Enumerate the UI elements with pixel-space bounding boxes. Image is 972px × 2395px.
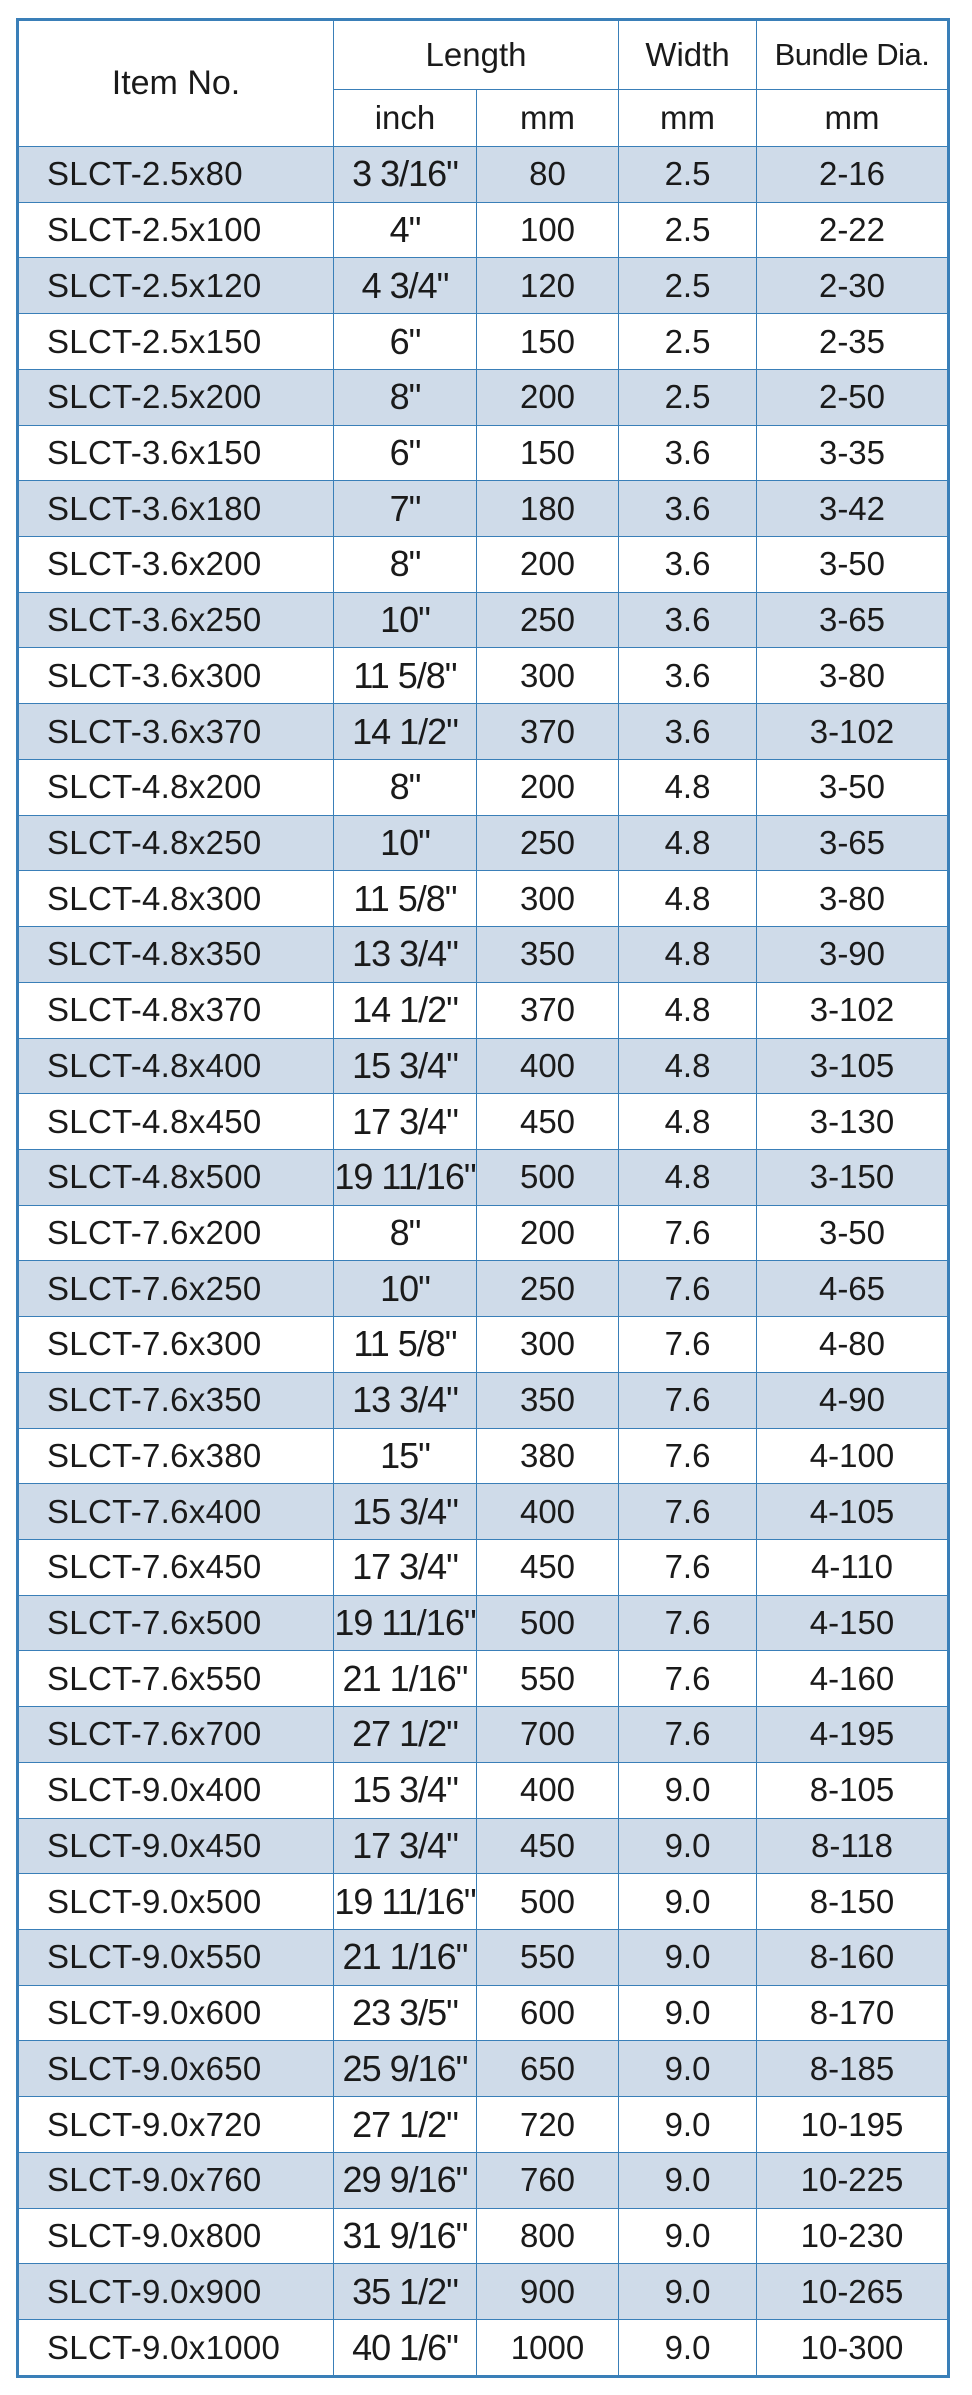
table-row (19, 425, 948, 481)
table-row (19, 648, 948, 704)
bundle-dia-cell: 3-130 (757, 1094, 948, 1150)
length-inch-cell: 17 3/4" (334, 1539, 477, 1595)
length-mm-cell: 500 (477, 1149, 619, 1205)
bundle-dia-cell: 3-80 (757, 871, 948, 927)
length-inch-cell: 19 11/16" (334, 1149, 477, 1205)
bundle-dia-cell: 10-265 (757, 2264, 948, 2320)
table-row (19, 369, 948, 425)
width-mm-unit: mm (619, 90, 757, 147)
length-inch-cell: 3 3/16" (334, 147, 477, 203)
bundle-dia-cell: 4-80 (757, 1317, 948, 1373)
item-cell: SLCT-4.8x350 (19, 927, 334, 983)
table-row (19, 314, 948, 370)
item-cell: SLCT-3.6x250 (19, 592, 334, 648)
length-inch-cell: 11 5/8" (334, 648, 477, 704)
length-inch-unit: inch (334, 90, 477, 147)
item-cell: SLCT-9.0x650 (19, 2041, 334, 2097)
item-cell: SLCT-7.6x380 (19, 1428, 334, 1484)
item-cell: SLCT-9.0x900 (19, 2264, 334, 2320)
length-inch-cell: 6" (334, 314, 477, 370)
bundle-dia-cell: 2-35 (757, 314, 948, 370)
width-cell: 7.6 (619, 1372, 757, 1428)
table-row (19, 759, 948, 815)
length-mm-cell: 250 (477, 592, 619, 648)
width-cell: 3.6 (619, 537, 757, 593)
item-cell: SLCT-7.6x550 (19, 1651, 334, 1707)
width-cell: 3.6 (619, 704, 757, 760)
table-row (19, 704, 948, 760)
item-cell: SLCT-9.0x450 (19, 1818, 334, 1874)
item-cell: SLCT-9.0x1000 (19, 2320, 334, 2376)
bundle-dia-cell: 10-300 (757, 2320, 948, 2376)
length-inch-cell: 19 11/16" (334, 1874, 477, 1930)
bundle-dia-cell: 3-90 (757, 927, 948, 983)
width-cell: 2.5 (619, 258, 757, 314)
item-cell: SLCT-7.6x350 (19, 1372, 334, 1428)
table-row (19, 1762, 948, 1818)
width-cell: 9.0 (619, 2097, 757, 2153)
length-inch-cell: 10" (334, 1261, 477, 1317)
length-mm-cell: 150 (477, 314, 619, 370)
width-cell: 4.8 (619, 815, 757, 871)
length-inch-cell: 8" (334, 1205, 477, 1261)
item-cell: SLCT-2.5x200 (19, 369, 334, 425)
table-row (19, 2208, 948, 2264)
length-mm-cell: 100 (477, 202, 619, 258)
length-mm-cell: 650 (477, 2041, 619, 2097)
length-mm-cell: 500 (477, 1595, 619, 1651)
width-cell: 7.6 (619, 1707, 757, 1763)
length-mm-cell: 450 (477, 1094, 619, 1150)
width-cell: 4.8 (619, 927, 757, 983)
table-row (19, 1651, 948, 1707)
bundle-dia-header: Bundle Dia. (757, 21, 948, 90)
bundle-dia-cell: 4-90 (757, 1372, 948, 1428)
item-cell: SLCT-7.6x300 (19, 1317, 334, 1373)
width-cell: 3.6 (619, 592, 757, 648)
item-cell: SLCT-9.0x600 (19, 1985, 334, 2041)
bundle-mm-unit: mm (757, 90, 948, 147)
width-cell: 2.5 (619, 369, 757, 425)
item-no-header: Item No. (19, 21, 334, 147)
table-row (19, 202, 948, 258)
item-cell: SLCT-9.0x800 (19, 2208, 334, 2264)
length-mm-cell: 80 (477, 147, 619, 203)
length-mm-cell: 350 (477, 927, 619, 983)
width-cell: 4.8 (619, 871, 757, 927)
width-cell: 9.0 (619, 1762, 757, 1818)
length-inch-cell: 23 3/5" (334, 1985, 477, 2041)
length-mm-cell: 500 (477, 1874, 619, 1930)
table-row (19, 1985, 948, 2041)
width-cell: 7.6 (619, 1261, 757, 1317)
bundle-dia-cell: 3-50 (757, 759, 948, 815)
length-mm-cell: 700 (477, 1707, 619, 1763)
width-cell: 2.5 (619, 147, 757, 203)
bundle-dia-cell: 8-185 (757, 2041, 948, 2097)
bundle-dia-cell: 4-195 (757, 1707, 948, 1763)
width-cell: 7.6 (619, 1484, 757, 1540)
length-inch-cell: 14 1/2" (334, 704, 477, 760)
width-cell: 9.0 (619, 1818, 757, 1874)
item-cell: SLCT-2.5x150 (19, 314, 334, 370)
width-cell: 2.5 (619, 314, 757, 370)
bundle-dia-cell: 3-105 (757, 1038, 948, 1094)
length-inch-cell: 17 3/4" (334, 1818, 477, 1874)
item-cell: SLCT-9.0x500 (19, 1874, 334, 1930)
table-row (19, 1205, 948, 1261)
length-inch-cell: 15 3/4" (334, 1484, 477, 1540)
length-inch-cell: 8" (334, 759, 477, 815)
item-cell: SLCT-4.8x300 (19, 871, 334, 927)
length-inch-cell: 15 3/4" (334, 1038, 477, 1094)
length-inch-cell: 27 1/2" (334, 1707, 477, 1763)
length-mm-cell: 150 (477, 425, 619, 481)
table-row (19, 1317, 948, 1373)
width-cell: 9.0 (619, 2152, 757, 2208)
length-inch-cell: 15 3/4" (334, 1762, 477, 1818)
length-inch-cell: 4 3/4" (334, 258, 477, 314)
table-row (19, 1874, 948, 1930)
table-row (19, 2264, 948, 2320)
item-cell: SLCT-2.5x120 (19, 258, 334, 314)
width-cell: 9.0 (619, 2264, 757, 2320)
length-mm-cell: 380 (477, 1428, 619, 1484)
item-cell: SLCT-4.8x250 (19, 815, 334, 871)
length-inch-cell: 13 3/4" (334, 927, 477, 983)
length-inch-cell: 35 1/2" (334, 2264, 477, 2320)
bundle-dia-cell: 10-230 (757, 2208, 948, 2264)
bundle-dia-cell: 2-50 (757, 369, 948, 425)
width-header: Width (619, 21, 757, 90)
bundle-dia-cell: 3-35 (757, 425, 948, 481)
length-mm-cell: 900 (477, 2264, 619, 2320)
table-row (19, 147, 948, 203)
width-cell: 4.8 (619, 982, 757, 1038)
length-mm-cell: 370 (477, 704, 619, 760)
length-mm-cell: 600 (477, 1985, 619, 2041)
length-inch-cell: 19 11/16" (334, 1595, 477, 1651)
bundle-dia-cell: 3-42 (757, 481, 948, 537)
item-cell: SLCT-4.8x500 (19, 1149, 334, 1205)
width-cell: 9.0 (619, 1874, 757, 1930)
width-cell: 3.6 (619, 425, 757, 481)
length-inch-cell: 31 9/16" (334, 2208, 477, 2264)
length-inch-cell: 4" (334, 202, 477, 258)
item-cell: SLCT-3.6x300 (19, 648, 334, 704)
item-cell: SLCT-7.6x500 (19, 1595, 334, 1651)
bundle-dia-cell: 3-102 (757, 704, 948, 760)
header-row-1 (19, 21, 948, 90)
bundle-dia-cell: 3-50 (757, 537, 948, 593)
table-row (19, 1038, 948, 1094)
item-cell: SLCT-9.0x550 (19, 1930, 334, 1986)
bundle-dia-cell: 8-118 (757, 1818, 948, 1874)
length-mm-cell: 400 (477, 1038, 619, 1094)
table-row (19, 927, 948, 983)
item-cell: SLCT-2.5x80 (19, 147, 334, 203)
length-mm-cell: 400 (477, 1484, 619, 1540)
length-inch-cell: 11 5/8" (334, 1317, 477, 1373)
width-cell: 7.6 (619, 1539, 757, 1595)
length-inch-cell: 10" (334, 815, 477, 871)
table-row (19, 982, 948, 1038)
length-mm-cell: 200 (477, 369, 619, 425)
table-row (19, 1818, 948, 1874)
length-inch-cell: 11 5/8" (334, 871, 477, 927)
table-row (19, 537, 948, 593)
bundle-dia-cell: 8-150 (757, 1874, 948, 1930)
width-cell: 7.6 (619, 1428, 757, 1484)
length-mm-cell: 250 (477, 815, 619, 871)
item-cell: SLCT-4.8x370 (19, 982, 334, 1038)
length-inch-cell: 14 1/2" (334, 982, 477, 1038)
bundle-dia-cell: 2-16 (757, 147, 948, 203)
length-inch-cell: 40 1/6" (334, 2320, 477, 2376)
item-cell: SLCT-3.6x150 (19, 425, 334, 481)
item-cell: SLCT-3.6x370 (19, 704, 334, 760)
bundle-dia-cell: 8-170 (757, 1985, 948, 2041)
bundle-dia-cell: 4-105 (757, 1484, 948, 1540)
length-inch-cell: 21 1/16" (334, 1651, 477, 1707)
item-cell: SLCT-9.0x720 (19, 2097, 334, 2153)
length-mm-cell: 370 (477, 982, 619, 1038)
length-mm-cell: 300 (477, 648, 619, 704)
table-row (19, 2097, 948, 2153)
bundle-dia-cell: 8-160 (757, 1930, 948, 1986)
length-inch-cell: 17 3/4" (334, 1094, 477, 1150)
width-cell: 2.5 (619, 202, 757, 258)
length-inch-cell: 10" (334, 592, 477, 648)
length-mm-cell: 760 (477, 2152, 619, 2208)
table-row (19, 1261, 948, 1317)
length-mm-cell: 450 (477, 1539, 619, 1595)
width-cell: 7.6 (619, 1595, 757, 1651)
item-cell: SLCT-9.0x400 (19, 1762, 334, 1818)
length-mm-cell: 300 (477, 1317, 619, 1373)
item-cell: SLCT-9.0x760 (19, 2152, 334, 2208)
length-mm-cell: 550 (477, 1651, 619, 1707)
length-mm-unit: mm (477, 90, 619, 147)
bundle-dia-cell: 10-195 (757, 2097, 948, 2153)
length-mm-cell: 1000 (477, 2320, 619, 2376)
table-row (19, 1372, 948, 1428)
length-mm-cell: 720 (477, 2097, 619, 2153)
bundle-dia-cell: 8-105 (757, 1762, 948, 1818)
length-inch-cell: 8" (334, 369, 477, 425)
item-cell: SLCT-7.6x450 (19, 1539, 334, 1595)
length-mm-cell: 300 (477, 871, 619, 927)
bundle-dia-cell: 4-65 (757, 1261, 948, 1317)
item-cell: SLCT-4.8x400 (19, 1038, 334, 1094)
table-row (19, 1707, 948, 1763)
width-cell: 3.6 (619, 481, 757, 537)
table-body (19, 147, 948, 2376)
table-row (19, 1539, 948, 1595)
item-cell: SLCT-4.8x200 (19, 759, 334, 815)
length-mm-cell: 120 (477, 258, 619, 314)
item-cell: SLCT-7.6x400 (19, 1484, 334, 1540)
length-mm-cell: 250 (477, 1261, 619, 1317)
length-inch-cell: 6" (334, 425, 477, 481)
length-mm-cell: 400 (477, 1762, 619, 1818)
length-inch-cell: 13 3/4" (334, 1372, 477, 1428)
bundle-dia-cell: 3-65 (757, 815, 948, 871)
cable-tie-spec-table (16, 18, 950, 2378)
bundle-dia-cell: 4-110 (757, 1539, 948, 1595)
item-cell: SLCT-4.8x450 (19, 1094, 334, 1150)
length-inch-cell: 8" (334, 537, 477, 593)
width-cell: 9.0 (619, 2320, 757, 2376)
width-cell: 4.8 (619, 1094, 757, 1150)
width-cell: 7.6 (619, 1651, 757, 1707)
length-mm-cell: 550 (477, 1930, 619, 1986)
length-mm-cell: 200 (477, 759, 619, 815)
length-inch-cell: 21 1/16" (334, 1930, 477, 1986)
spec-table (18, 20, 948, 2376)
bundle-dia-cell: 10-225 (757, 2152, 948, 2208)
bundle-dia-cell: 3-150 (757, 1149, 948, 1205)
item-cell: SLCT-7.6x700 (19, 1707, 334, 1763)
table-row (19, 481, 948, 537)
table-row (19, 815, 948, 871)
width-cell: 9.0 (619, 2041, 757, 2097)
table-row (19, 1094, 948, 1150)
width-cell: 7.6 (619, 1205, 757, 1261)
item-cell: SLCT-3.6x180 (19, 481, 334, 537)
table-row (19, 871, 948, 927)
width-cell: 9.0 (619, 2208, 757, 2264)
width-cell: 9.0 (619, 1985, 757, 2041)
item-cell: SLCT-7.6x250 (19, 1261, 334, 1317)
item-cell: SLCT-7.6x200 (19, 1205, 334, 1261)
length-inch-cell: 7" (334, 481, 477, 537)
length-mm-cell: 800 (477, 2208, 619, 2264)
item-cell: SLCT-3.6x200 (19, 537, 334, 593)
bundle-dia-cell: 2-22 (757, 202, 948, 258)
length-header: Length (334, 21, 619, 90)
width-cell: 9.0 (619, 1930, 757, 1986)
bundle-dia-cell: 4-100 (757, 1428, 948, 1484)
length-mm-cell: 180 (477, 481, 619, 537)
bundle-dia-cell: 3-65 (757, 592, 948, 648)
table-row (19, 258, 948, 314)
length-inch-cell: 15" (334, 1428, 477, 1484)
table-row (19, 1149, 948, 1205)
table-row (19, 2041, 948, 2097)
bundle-dia-cell: 3-50 (757, 1205, 948, 1261)
bundle-dia-cell: 3-80 (757, 648, 948, 704)
width-cell: 4.8 (619, 1038, 757, 1094)
bundle-dia-cell: 3-102 (757, 982, 948, 1038)
width-cell: 4.8 (619, 1149, 757, 1205)
length-inch-cell: 25 9/16" (334, 2041, 477, 2097)
length-mm-cell: 200 (477, 1205, 619, 1261)
width-cell: 3.6 (619, 648, 757, 704)
table-row (19, 2152, 948, 2208)
length-mm-cell: 450 (477, 1818, 619, 1874)
length-inch-cell: 27 1/2" (334, 2097, 477, 2153)
bundle-dia-cell: 4-160 (757, 1651, 948, 1707)
length-mm-cell: 350 (477, 1372, 619, 1428)
table-row (19, 2320, 948, 2376)
width-cell: 7.6 (619, 1317, 757, 1373)
item-cell: SLCT-2.5x100 (19, 202, 334, 258)
table-row (19, 1484, 948, 1540)
bundle-dia-cell: 2-30 (757, 258, 948, 314)
bundle-dia-cell: 4-150 (757, 1595, 948, 1651)
table-row (19, 1428, 948, 1484)
width-cell: 4.8 (619, 759, 757, 815)
length-inch-cell: 29 9/16" (334, 2152, 477, 2208)
length-mm-cell: 200 (477, 537, 619, 593)
table-row (19, 1595, 948, 1651)
table-row (19, 592, 948, 648)
table-row (19, 1930, 948, 1986)
